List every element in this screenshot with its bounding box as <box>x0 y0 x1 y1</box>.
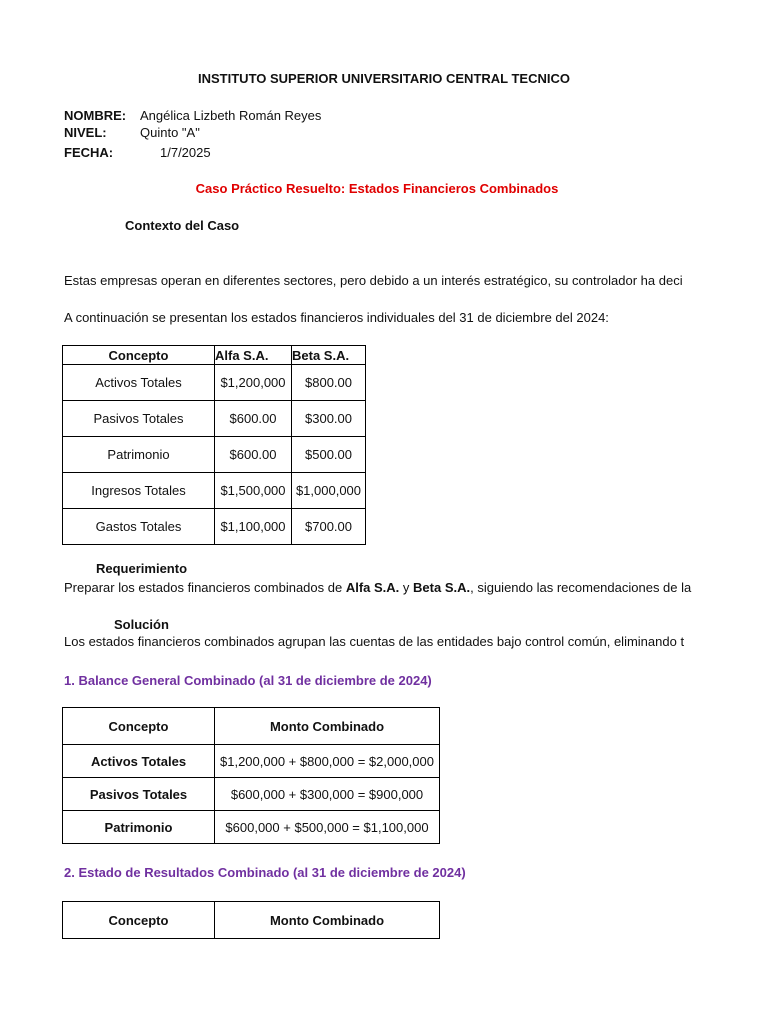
table-cell: $300.00 <box>292 401 366 437</box>
level-label: NIVEL: <box>64 125 107 140</box>
table-cell: Patrimonio <box>63 437 215 473</box>
column-header: Monto Combinado <box>215 708 440 745</box>
table-cell: $1,200,000 <box>215 365 292 401</box>
table-row <box>63 745 440 778</box>
table-cell: $800.00 <box>292 365 366 401</box>
requirement-text-after: , siguiendo las recomendaciones de la <box>470 580 692 595</box>
column-header: Alfa S.A. <box>215 346 292 365</box>
table-cell: Pasivos Totales <box>63 778 215 811</box>
income-heading: 2. Estado de Resultados Combinado (al 31 de diciembre de 2024) <box>64 865 466 880</box>
date-label: FECHA: <box>64 145 114 160</box>
column-header: Beta S.A. <box>292 346 366 365</box>
table-header-row <box>63 708 440 745</box>
requirement-heading: Requerimiento <box>96 561 188 576</box>
income-table <box>62 901 440 939</box>
table-row <box>63 437 366 473</box>
table-cell: $600.00 <box>215 401 292 437</box>
name-label: NOMBRE: <box>64 108 127 123</box>
table-cell: $1,100,000 <box>215 509 292 545</box>
column-header: Concepto <box>63 346 215 365</box>
solution-text: Los estados financieros combinados agrupan las cuentas de las entidades bajo control común, eliminando t <box>64 634 685 649</box>
table-cell: $1,500,000 <box>215 473 292 509</box>
table-cell: $700.00 <box>292 509 366 545</box>
table-cell: $1,200,000 + $800,000 = $2,000,000 <box>215 745 440 778</box>
table-cell: Activos Totales <box>63 365 215 401</box>
institution-title: INSTITUTO SUPERIOR UNIVERSITARIO CENTRAL TECNICO <box>198 71 570 86</box>
case-title: Caso Práctico Resuelto: Estados Financieros Combinados <box>195 181 559 196</box>
level-value: Quinto "A" <box>140 125 200 140</box>
table-header-row <box>63 902 440 939</box>
table-cell: $600.00 <box>215 437 292 473</box>
requirement-text <box>64 580 692 595</box>
financial-table <box>62 345 366 545</box>
name-value: Angélica Lizbeth Román Reyes <box>140 108 322 123</box>
intro-paragraph: A continuación se presentan los estados financieros individuales del 31 de diciembre del 2024: <box>64 310 609 325</box>
table-row <box>63 811 440 844</box>
table-cell: Ingresos Totales <box>63 473 215 509</box>
table-row <box>63 365 366 401</box>
table-row <box>63 778 440 811</box>
column-header: Monto Combinado <box>215 902 440 939</box>
table-row <box>63 509 366 545</box>
column-header: Concepto <box>63 902 215 939</box>
context-heading: Contexto del Caso <box>125 218 240 233</box>
context-paragraph: Estas empresas operan en diferentes sectores, pero debido a un interés estratégico, su controlador ha deci <box>64 273 683 288</box>
table-cell: $600,000 + $500,000 = $1,100,000 <box>215 811 440 844</box>
table-cell: Patrimonio <box>63 811 215 844</box>
table-header-row <box>63 346 366 365</box>
table-cell: Activos Totales <box>63 745 215 778</box>
table-row <box>63 473 366 509</box>
table-cell: Gastos Totales <box>63 509 215 545</box>
table-cell: $500.00 <box>292 437 366 473</box>
entity-beta: Beta S.A. <box>413 580 471 595</box>
table-cell: $1,000,000 <box>292 473 366 509</box>
requirement-text-mid: y <box>399 580 414 595</box>
table-cell: Pasivos Totales <box>63 401 215 437</box>
table-row <box>63 401 366 437</box>
column-header: Concepto <box>63 708 215 745</box>
balance-heading: 1. Balance General Combinado (al 31 de diciembre de 2024) <box>64 673 432 688</box>
date-value: 1/7/2025 <box>160 145 211 160</box>
balance-table <box>62 707 440 844</box>
solution-heading: Solución <box>114 617 169 632</box>
requirement-text-before: Preparar los estados financieros combinados de <box>64 580 346 595</box>
entity-alfa: Alfa S.A. <box>345 580 400 595</box>
table-cell: $600,000 + $300,000 = $900,000 <box>215 778 440 811</box>
